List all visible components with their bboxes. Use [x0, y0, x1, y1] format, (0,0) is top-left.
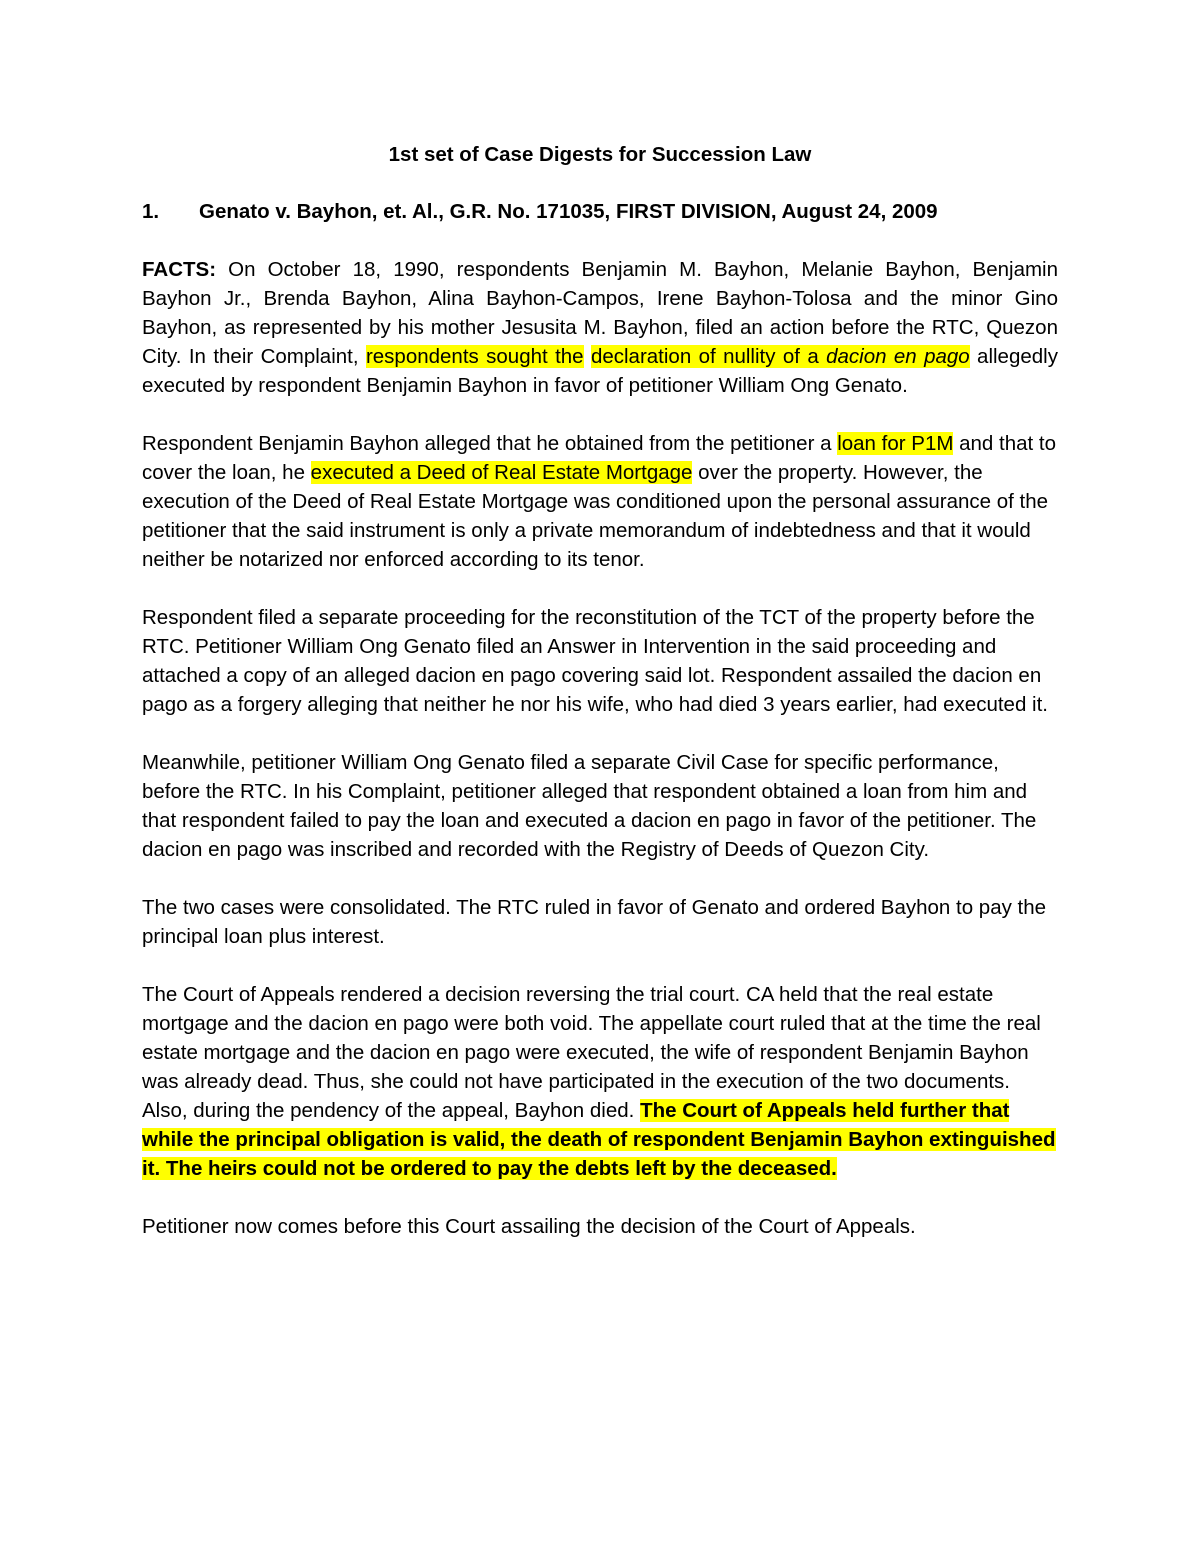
- p1-text-c: allegedly executed by respondent Benjamin Bayhon in favor of petitioner William Ong Genato.: [142, 345, 1058, 397]
- facts-label: FACTS:: [142, 258, 217, 281]
- p1-highlight-2: [591, 345, 970, 368]
- document-page: [142, 140, 1058, 1270]
- facts-paragraph-6: [142, 980, 1058, 1183]
- facts-paragraph-2: [142, 429, 1058, 574]
- p1-text-a: On October 18, 1990, respondents Benjamin M. Bayhon, Melanie Bayhon, Benjamin Bayhon Jr., Brenda Bayhon, Alina Bayhon-Campos, Irene Bayhon-Tolosa and the minor Gino Bayhon, as represented by his mother Jesusita M. Bayhon, filed an action before the RTC, Quezon City. In their Complaint,: [142, 258, 1058, 368]
- facts-paragraph-4: Meanwhile, petitioner William Ong Genato filed a separate Civil Case for specific performance, before the RTC. In his Complaint, petitioner alleged that respondent obtained a loan from him and that respondent failed to pay the loan and executed a dacion en pago in favor of the petitioner. The dacion en pago was inscribed and recorded with the Registry of Deeds of Quezon City.: [142, 751, 1037, 861]
- document-title: 1st set of Case Digests for Succession Law: [388, 143, 812, 166]
- p1-highlight-1: respondents sought the: [365, 345, 584, 368]
- case-number: 1.: [142, 200, 160, 223]
- case-heading: [142, 197, 1058, 226]
- p1-highlight-2-text: declaration of nullity of a: [590, 345, 827, 368]
- p2-text-c: over the property. However, the execution of the Deed of Real Estate Mortgage was conditioned upon the personal assurance of the petitioner that the said instrument is only a private memorandum of indebtedness and that it would neither be notarized nor enforced according to its tenor.: [142, 461, 1049, 571]
- p2-text-a: Respondent Benjamin Bayhon alleged that he obtained from the petitioner a: [142, 432, 838, 455]
- p1-text-b: [584, 345, 591, 368]
- facts-paragraph-5: The two cases were consolidated. The RTC ruled in favor of Genato and ordered Bayhon to pay the principal loan plus interest.: [142, 896, 1047, 948]
- p1-highlight-2-italic: dacion en pago: [826, 345, 970, 368]
- p2-highlight-2: executed a Deed of Real Estate Mortgage: [310, 461, 693, 484]
- p6-text-a: The Court of Appeals rendered a decision reversing the trial court. CA held that the real estate mortgage and the dacion en pago were both void. The appellate court ruled that at the time the real estate mortgage and the dacion en pago were executed, the wife of respondent Benjamin Bayhon was already dead. Thus, she could not have participated in the execution of the two documents. Also, during the pendency of the appeal, Bayhon died.: [142, 983, 1041, 1122]
- facts-paragraph-3: Respondent filed a separate proceeding for the reconstitution of the TCT of the property before the RTC. Petitioner William Ong Genato filed an Answer in Intervention in the said proceeding and attached a copy of an alleged dacion en pago covering said lot. Respondent assailed the dacion en pago as a forgery alleging that neither he nor his wife, who had died 3 years earlier, had executed it.: [142, 606, 1048, 716]
- facts-paragraph-1: [142, 255, 1058, 400]
- case-heading-text: Genato v. Bayhon, et. Al., G.R. No. 171035, FIRST DIVISION, August 24, 2009: [199, 200, 938, 223]
- p2-highlight-1: loan for P1M: [837, 432, 954, 455]
- p6-highlight-1: The Court of Appeals held further that while the principal obligation is valid, the death of respondent Benjamin Bayhon extinguished it. The heirs could not be ordered to pay the debts left by the deceased.: [142, 1099, 1056, 1180]
- p2-text-b: and that to cover the loan, he: [142, 432, 1057, 484]
- facts-paragraph-7: Petitioner now comes before this Court assailing the decision of the Court of Appeals.: [142, 1215, 916, 1238]
